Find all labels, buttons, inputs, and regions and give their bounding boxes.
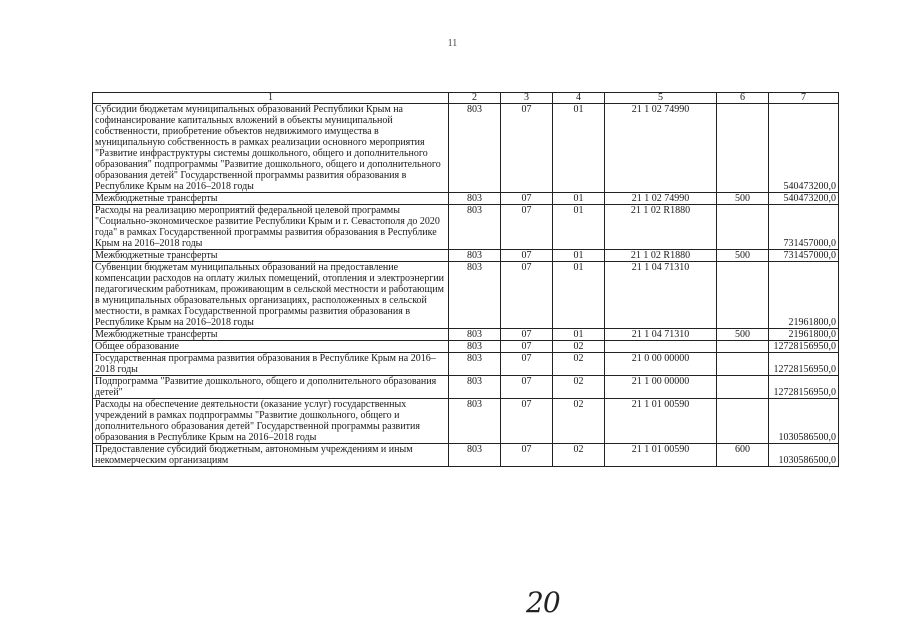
description-cell: Межбюджетные трансферты [93, 329, 449, 341]
table-row [93, 104, 839, 193]
amount-cell: 12728156950,0 [769, 353, 839, 376]
description-cell: Подпрограмма "Развитие дошкольного, общего и дополнительного образования детей" [93, 376, 449, 399]
code-cell: 803 [449, 193, 501, 205]
table-row [93, 329, 839, 341]
code-cell: 21 1 02 74990 [605, 104, 717, 193]
code-cell: 500 [717, 329, 769, 341]
code-cell: 07 [501, 353, 553, 376]
description-cell: Субсидии бюджетам муниципальных образований Республики Крым на софинансирование капитальных вложений в объекты муниципальной собственности, приобретение объектов недвижимого имущества в муниципальную собственность в рамках реализации основного мероприятия "Развитие инфраструктуры системы дошкольного, общего и дополнительного образования" подпрограммы "Развитие дошкольного, общего и дополнительного образования детей" Государственной программы развития образования в Республике Крым на 2016–2018 годы [93, 104, 449, 193]
code-cell: 01 [553, 104, 605, 193]
code-cell [717, 262, 769, 329]
amount-cell: 1030586500,0 [769, 444, 839, 467]
code-cell: 803 [449, 329, 501, 341]
code-cell: 02 [553, 341, 605, 353]
code-cell: 600 [717, 444, 769, 467]
code-cell: 07 [501, 341, 553, 353]
table-row [93, 444, 839, 467]
code-cell [717, 205, 769, 250]
amount-cell: 540473200,0 [769, 193, 839, 205]
code-cell: 803 [449, 262, 501, 329]
code-cell: 07 [501, 376, 553, 399]
code-cell: 803 [449, 205, 501, 250]
code-cell: 07 [501, 250, 553, 262]
code-cell: 02 [553, 376, 605, 399]
amount-cell: 731457000,0 [769, 250, 839, 262]
table-body [93, 93, 839, 467]
table-row [93, 399, 839, 444]
table-row [93, 353, 839, 376]
code-cell: 803 [449, 250, 501, 262]
code-cell: 803 [449, 444, 501, 467]
table-header-row [93, 93, 839, 104]
amount-cell: 731457000,0 [769, 205, 839, 250]
description-cell: Предоставление субсидий бюджетным, автономным учреждениям и иным некоммерческим организациям [93, 444, 449, 467]
table-row [93, 262, 839, 329]
code-cell [717, 353, 769, 376]
table-row [93, 193, 839, 205]
code-cell: 01 [553, 329, 605, 341]
code-cell [717, 399, 769, 444]
code-cell: 21 1 04 71310 [605, 329, 717, 341]
code-cell: 07 [501, 104, 553, 193]
code-cell: 02 [553, 399, 605, 444]
header-cell: 5 [605, 93, 717, 104]
code-cell: 21 1 00 00000 [605, 376, 717, 399]
code-cell: 01 [553, 250, 605, 262]
code-cell: 803 [449, 341, 501, 353]
code-cell: 803 [449, 104, 501, 193]
handwritten-page-number: 20 [526, 586, 560, 619]
code-cell: 500 [717, 193, 769, 205]
description-cell: Межбюджетные трансферты [93, 193, 449, 205]
code-cell: 21 1 01 00590 [605, 399, 717, 444]
code-cell [717, 341, 769, 353]
code-cell [717, 104, 769, 193]
description-cell: Расходы на обеспечение деятельности (оказание услуг) государственных учреждений в рамках подпрограммы "Развитие дошкольного, общего и дополнительного образования детей" Государственной программы развития образования в Республике Крым на 2016–2018 годы [93, 399, 449, 444]
code-cell: 21 1 02 74990 [605, 193, 717, 205]
code-cell: 803 [449, 376, 501, 399]
code-cell: 01 [553, 193, 605, 205]
code-cell: 21 1 02 R1880 [605, 250, 717, 262]
code-cell: 07 [501, 444, 553, 467]
description-cell: Расходы на реализацию мероприятий федеральной целевой программы "Социально-экономическое развитие Республики Крым и г. Севастополя до 2020 года" в рамках Государственной программы развития образования в Республике Крым на 2016–2018 годы [93, 205, 449, 250]
header-cell: 6 [717, 93, 769, 104]
code-cell: 07 [501, 399, 553, 444]
code-cell: 01 [553, 205, 605, 250]
description-cell: Межбюджетные трансферты [93, 250, 449, 262]
budget-table [92, 92, 839, 467]
description-cell: Субвенции бюджетам муниципальных образований на предоставление компенсации расходов на оплату жилых помещений, отопления и электроэнергии педагогическим работникам, проживающим в сельской местности и работающим в муниципальных образовательных организациях, расположенных в сельской местности, в рамках Государственной программы развития образования в Республике Крым на 2016–2018 годы [93, 262, 449, 329]
header-cell: 3 [501, 93, 553, 104]
code-cell: 500 [717, 250, 769, 262]
code-cell: 02 [553, 353, 605, 376]
table-row [93, 205, 839, 250]
code-cell: 07 [501, 329, 553, 341]
code-cell: 21 1 04 71310 [605, 262, 717, 329]
amount-cell: 12728156950,0 [769, 341, 839, 353]
code-cell: 07 [501, 193, 553, 205]
description-cell: Общее образование [93, 341, 449, 353]
code-cell: 02 [553, 444, 605, 467]
amount-cell: 21961800,0 [769, 262, 839, 329]
amount-cell: 540473200,0 [769, 104, 839, 193]
code-cell: 803 [449, 353, 501, 376]
header-cell: 7 [769, 93, 839, 104]
code-cell: 07 [501, 262, 553, 329]
code-cell: 21 1 02 R1880 [605, 205, 717, 250]
header-cell: 2 [449, 93, 501, 104]
table-row [93, 376, 839, 399]
code-cell [605, 341, 717, 353]
page-number: 11 [447, 38, 458, 49]
code-cell: 21 1 01 00590 [605, 444, 717, 467]
code-cell: 21 0 00 00000 [605, 353, 717, 376]
code-cell [717, 376, 769, 399]
header-cell: 1 [93, 93, 449, 104]
code-cell: 803 [449, 399, 501, 444]
amount-cell: 1030586500,0 [769, 399, 839, 444]
amount-cell: 21961800,0 [769, 329, 839, 341]
code-cell: 07 [501, 205, 553, 250]
amount-cell: 12728156950,0 [769, 376, 839, 399]
header-cell: 4 [553, 93, 605, 104]
table-row [93, 341, 839, 353]
description-cell: Государственная программа развития образования в Республике Крым на 2016–2018 годы [93, 353, 449, 376]
table-row [93, 250, 839, 262]
code-cell: 01 [553, 262, 605, 329]
